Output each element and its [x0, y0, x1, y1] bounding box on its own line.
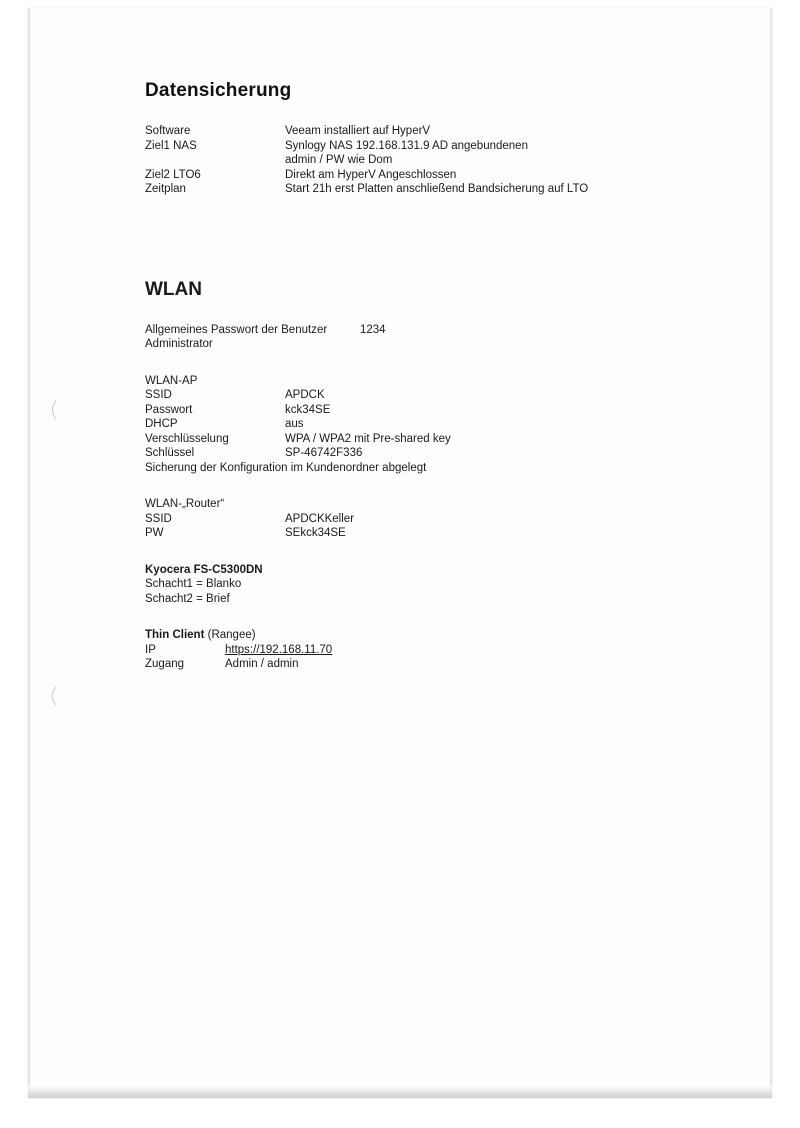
table-row — [145, 446, 725, 461]
thin-client-title-bold: Thin Client — [145, 629, 205, 641]
table-row — [145, 417, 725, 432]
table-row — [145, 403, 725, 418]
row-label — [145, 153, 285, 168]
wlan-general-password-row — [145, 323, 725, 338]
row-label: Software — [145, 125, 191, 137]
row-value: APDCKKeller — [285, 512, 355, 525]
spacer — [145, 301, 725, 323]
table-row — [145, 182, 725, 197]
punch-hole-mark-top — [52, 396, 80, 424]
row-value: Synlogy NAS 192.168.131.9 AD angebundenen — [285, 139, 528, 152]
row-label: SSID — [145, 389, 172, 401]
row-value: admin / PW wie Dom — [285, 154, 393, 166]
wlan-ap-title: WLAN-AP — [145, 374, 198, 387]
table-row — [145, 432, 725, 447]
table-row — [145, 168, 725, 183]
row-value: Start 21h erst Platten anschließend Bandsicherung auf LTO — [285, 183, 589, 195]
spacer — [145, 475, 725, 497]
row-value: SP-46742F336 — [285, 447, 363, 459]
thin-client-ip-link[interactable]: https://192.168.11.70 — [225, 643, 333, 656]
row-label: Verschlüsselung — [145, 432, 229, 445]
row-value: Direkt am HyperV Angeschlossen — [285, 168, 457, 181]
general-password-value: 1234 — [360, 323, 386, 336]
backup-table — [145, 124, 725, 197]
spacer — [145, 541, 725, 563]
row-value: APDCK — [285, 389, 325, 401]
row-label: Zeitplan — [145, 183, 186, 195]
table-row — [145, 657, 725, 672]
section-heading-wlan: WLAN — [145, 278, 202, 300]
printer-title: Kyocera FS-C5300DN — [145, 563, 263, 576]
row-label: IP — [145, 643, 156, 656]
wlan-administrator-line: Administrator — [145, 338, 213, 350]
row-label: Ziel2 LTO6 — [145, 168, 201, 181]
table-row — [145, 388, 725, 403]
printer-tray2-line: Schacht2 = Brief — [145, 592, 230, 605]
spacer — [145, 102, 725, 124]
row-label: Zugang — [145, 658, 185, 670]
spacer — [145, 606, 725, 628]
page-edge-left — [28, 8, 31, 1098]
row-value: WPA / WPA2 mit Pre-shared key — [285, 432, 451, 445]
row-value: aus — [285, 418, 304, 430]
wlan-ap-config-note: Sicherung der Konfiguration im Kundenordner abgelegt — [145, 461, 427, 474]
table-row — [145, 153, 725, 168]
table-row — [145, 643, 725, 658]
spacer — [145, 197, 725, 257]
row-value: SEkck34SE — [285, 527, 346, 539]
table-row — [145, 139, 725, 154]
row-value: Admin / admin — [225, 658, 299, 670]
printer-tray1-line: Schacht1 = Blanko — [145, 578, 242, 590]
spacer — [145, 352, 725, 374]
row-label: SSID — [145, 512, 172, 525]
row-label: Passwort — [145, 403, 193, 416]
table-row — [145, 124, 725, 139]
table-row — [145, 512, 725, 527]
page-edge-bottom — [28, 1086, 772, 1098]
section-heading-datensicherung: Datensicherung — [145, 80, 292, 101]
document-content — [145, 80, 725, 672]
row-label: DHCP — [145, 418, 178, 430]
page-edge-right — [769, 8, 772, 1098]
wlan-router-title: WLAN-„Router“ — [145, 498, 225, 510]
row-label: PW — [145, 527, 164, 539]
table-row — [145, 526, 725, 541]
general-password-label: Allgemeines Passwort der Benutzer — [145, 323, 328, 336]
row-value: kck34SE — [285, 403, 331, 416]
punch-hole-mark-bottom — [52, 682, 80, 710]
thin-client-title — [145, 628, 725, 643]
spacer — [145, 257, 725, 279]
row-value: Veeam installiert auf HyperV — [285, 125, 431, 137]
row-label: Ziel1 NAS — [145, 139, 197, 152]
thin-client-title-rest: (Rangee) — [207, 629, 256, 641]
row-label: Schlüssel — [145, 447, 195, 459]
